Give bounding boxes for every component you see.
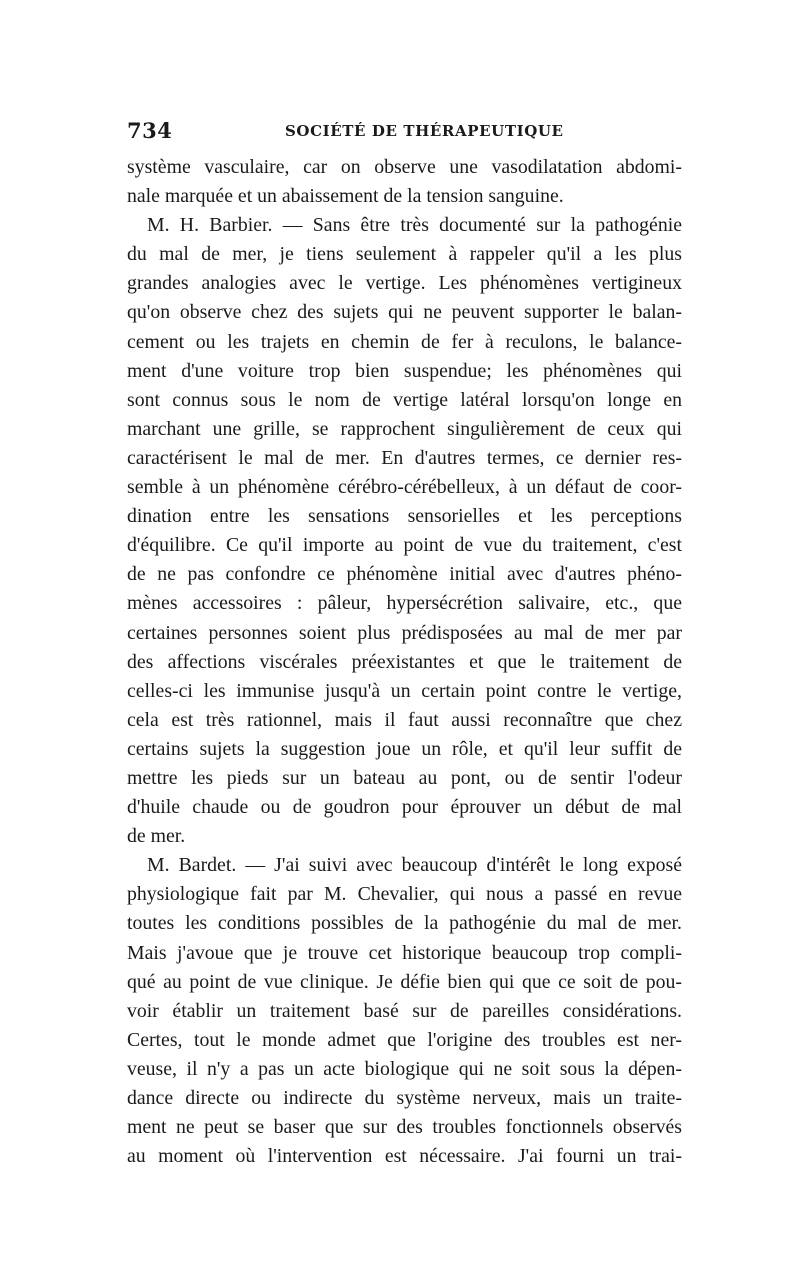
text-line: certaines personnes soient plus prédisposées au mal de mer par	[127, 621, 682, 644]
text-line: voir établir un traitement basé sur de pareilles considérations.	[127, 999, 682, 1022]
text-line: caractérisent le mal de mer. En d'autres termes, ce dernier res-	[127, 446, 682, 469]
text-line: système vasculaire, car on observe une vasodilatation abdomi-	[127, 156, 682, 178]
running-title: SOCIÉTÉ DE THÉRAPEUTIQUE	[285, 122, 564, 140]
text-line: dance directe ou indirecte du système nerveux, mais un traite-	[127, 1087, 682, 1109]
running-head	[127, 118, 682, 144]
text-line: mettre les pieds sur un bateau au pont, ou de sentir l'odeur	[127, 766, 682, 789]
text-line: M. H. Barbier. — Sans être très documenté sur la pathogénie	[147, 214, 682, 237]
text-line: cela est très rationnel, mais il faut aussi reconnaître que chez	[127, 708, 682, 731]
text-line: ment d'une voiture trop bien suspendue; les phénomènes qui	[127, 359, 682, 382]
text-line: d'équilibre. Ce qu'il importe au point de vue du traitement, c'est	[127, 534, 682, 557]
text-line: grandes analogies avec le vertige. Les phénomènes vertigineux	[127, 272, 682, 295]
text-line: M. Bardet. — J'ai suivi avec beaucoup d'intérêt le long exposé	[147, 854, 682, 877]
text-line: Certes, tout le monde admet que l'origine des troubles est ner-	[127, 1028, 682, 1051]
text-line: au moment où l'intervention est nécessaire. J'ai fourni un trai-	[127, 1145, 682, 1168]
text-line: cement ou les trajets en chemin de fer à reculons, le balance-	[127, 330, 682, 353]
text-line: Mais j'avoue que je trouve cet historique beaucoup trop compli-	[127, 941, 682, 964]
text-line: ment ne peut se baser que sur des troubles fonctionnels observés	[127, 1116, 682, 1139]
text-line: de ne pas confondre ce phénomène initial avec d'autres phéno-	[127, 563, 682, 586]
text-line: veuse, il n'y a pas un acte biologique qui ne soit sous la dépen-	[127, 1057, 682, 1080]
text-line: de mer.	[127, 825, 186, 848]
text-line: des affections viscérales préexistantes et que le traitement de	[127, 650, 682, 673]
text-line: celles-ci les immunise jusqu'à un certain point contre le vertige,	[127, 679, 682, 702]
text-line: du mal de mer, je tiens seulement à rappeler qu'il a les plus	[127, 243, 682, 266]
text-line: mènes accessoires : pâleur, hypersécrétion salivaire, etc., que	[127, 592, 682, 615]
text-line: physiologique fait par M. Chevalier, qui nous a passé en revue	[127, 883, 682, 906]
text-line: d'huile chaude ou de goudron pour éprouver un début de mal	[127, 796, 682, 819]
text-line: toutes les conditions possibles de la pathogénie du mal de mer.	[127, 912, 682, 935]
text-line: dination entre les sensations sensorielles et les perceptions	[127, 505, 682, 528]
text-line: sont connus sous le nom de vertige latéral lorsqu'on longe en	[127, 388, 682, 411]
text-line: marchant une grille, se rapprochent singulièrement de ceux qui	[127, 417, 682, 440]
page-number: 734	[127, 118, 173, 143]
text-line: certains sujets la suggestion joue un rôle, et qu'il leur suffit de	[127, 737, 682, 760]
text-line: nale marquée et un abaissement de la tension sanguine.	[127, 185, 564, 208]
text-line: semble à un phénomène cérébro-cérébelleux, à un défaut de coor-	[127, 476, 682, 499]
text-line: qué au point de vue clinique. Je défie bien qui que ce soit de pou-	[127, 970, 682, 993]
body-text	[127, 153, 682, 1171]
text-line: qu'on observe chez des sujets qui ne peuvent supporter le balan-	[127, 301, 682, 324]
